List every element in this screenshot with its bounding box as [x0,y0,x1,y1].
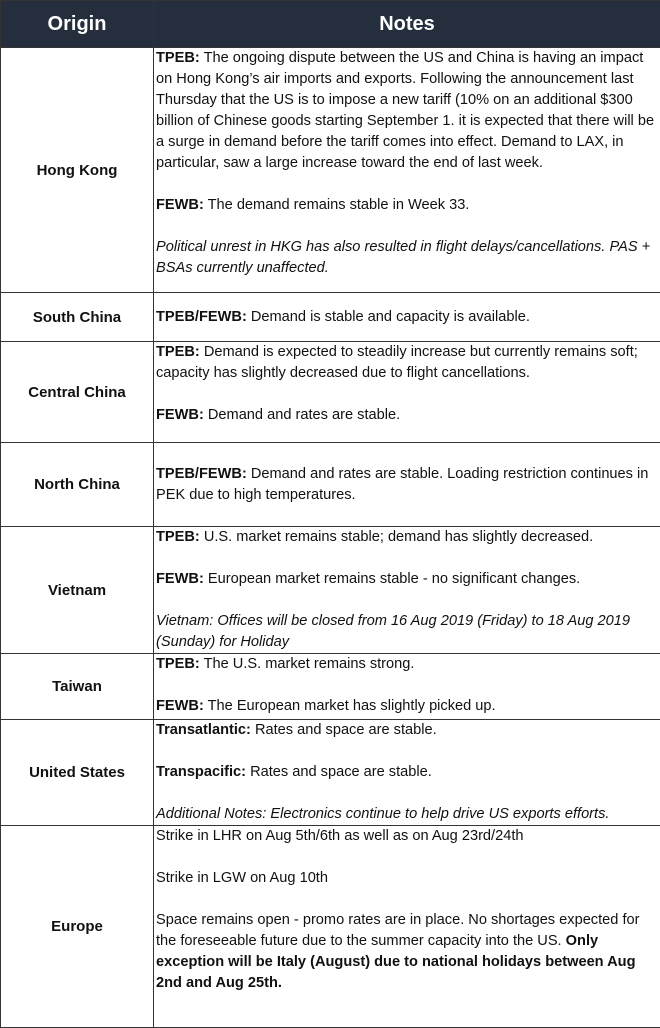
note-paragraph [156,569,656,590]
notes-cell [154,527,660,654]
note-label: FEWB: [156,407,204,423]
note-paragraph [156,464,656,506]
note-label: Only exception will be Italy (August) due to national holidays between Aug 2nd and Aug 25th. [156,933,635,991]
note-label: Transatlantic: [156,722,251,738]
note-text: Demand and rates are stable. Loading restriction continues in PEK due to high temperatures. [156,466,648,503]
header-row [1,1,660,48]
note-text: Strike in LHR on Aug 5th/6th as well as on Aug 23rd/24th [156,828,524,844]
note-text: Demand is stable and capacity is available. [247,309,530,325]
table-row [1,48,660,293]
origin-cell: Vietnam [1,527,154,654]
table-row [1,826,660,1028]
note-label: TPEB: [156,50,200,66]
note-label: TPEB/FEWB: [156,466,247,482]
origin-cell: Hong Kong [1,48,154,293]
note-paragraph [156,48,656,174]
table-row [1,720,660,826]
note-label: FEWB: [156,571,204,587]
notes-cell [154,48,660,293]
origin-header: Origin [1,1,154,48]
note-text: Vietnam: Offices will be closed from 16 Aug 2019 (Friday) to 18 Aug 2019 (Sunday) for Holiday [156,613,630,650]
note-label: FEWB: [156,698,204,714]
note-paragraph [156,342,656,384]
note-label: TPEB: [156,656,200,672]
origin-cell: Europe [1,826,154,1028]
note-paragraph [156,868,656,889]
note-paragraph [156,762,656,783]
table-row [1,654,660,720]
note-paragraph [156,405,656,426]
notes-cell [154,826,660,1028]
origin-cell: United States [1,720,154,826]
note-text: The demand remains stable in Week 33. [204,197,470,213]
note-paragraph [156,696,656,717]
origin-cell: South China [1,293,154,342]
note-text: The U.S. market remains strong. [200,656,415,672]
note-text: Demand and rates are stable. [204,407,400,423]
note-label: Transpacific: [156,764,246,780]
notes-cell [154,654,660,720]
note-paragraph [156,237,656,279]
note-text: The European market has slightly picked up. [204,698,496,714]
note-paragraph [156,611,656,653]
note-paragraph [156,720,656,741]
note-label: TPEB/FEWB: [156,309,247,325]
note-paragraph [156,307,656,328]
note-text: Demand is expected to steadily increase but currently remains soft; capacity has slightly decreased due to flight cancellations. [156,344,638,381]
note-text: Rates and space are stable. [246,764,432,780]
origin-cell: Central China [1,342,154,443]
notes-cell [154,443,660,527]
note-text: U.S. market remains stable; demand has slightly decreased. [200,529,593,545]
note-paragraph [156,527,656,548]
note-text: Strike in LGW on Aug 10th [156,870,328,886]
note-paragraph [156,826,656,847]
note-paragraph [156,654,656,675]
origin-cell: North China [1,443,154,527]
note-label: TPEB: [156,344,200,360]
table-row [1,293,660,342]
note-text: Rates and space are stable. [251,722,437,738]
table-row [1,443,660,527]
note-text: The ongoing dispute between the US and China is having an impact on Hong Kong’s air imports and exports. Following the announcement last Thursday that the US is to impose a new tariff (10% on an additional $300 billion of Chinese goods starting September 1. it is expected that there will be a surge in demand before the tariff comes into effect. Demand to LAX, in particular, saw a large increase toward the end of last week. [156,50,654,171]
notes-header: Notes [154,1,660,48]
note-text: Political unrest in HKG has also resulted in flight delays/cancellations. PAS + BSAs currently unaffected. [156,239,650,276]
note-text: Additional Notes: Electronics continue to help drive US exports efforts. [156,806,609,822]
notes-cell [154,342,660,443]
table-row [1,342,660,443]
note-paragraph [156,804,656,825]
origin-cell: Taiwan [1,654,154,720]
note-label: FEWB: [156,197,204,213]
notes-cell [154,293,660,342]
note-label: TPEB: [156,529,200,545]
notes-cell [154,720,660,826]
note-paragraph [156,910,656,994]
note-paragraph [156,195,656,216]
note-text: European market remains stable - no significant changes. [204,571,580,587]
table-row [1,527,660,654]
note-text: Space remains open - promo rates are in place. No shortages expected for the foreseeable future due to the summer capacity into the US. [156,912,639,949]
